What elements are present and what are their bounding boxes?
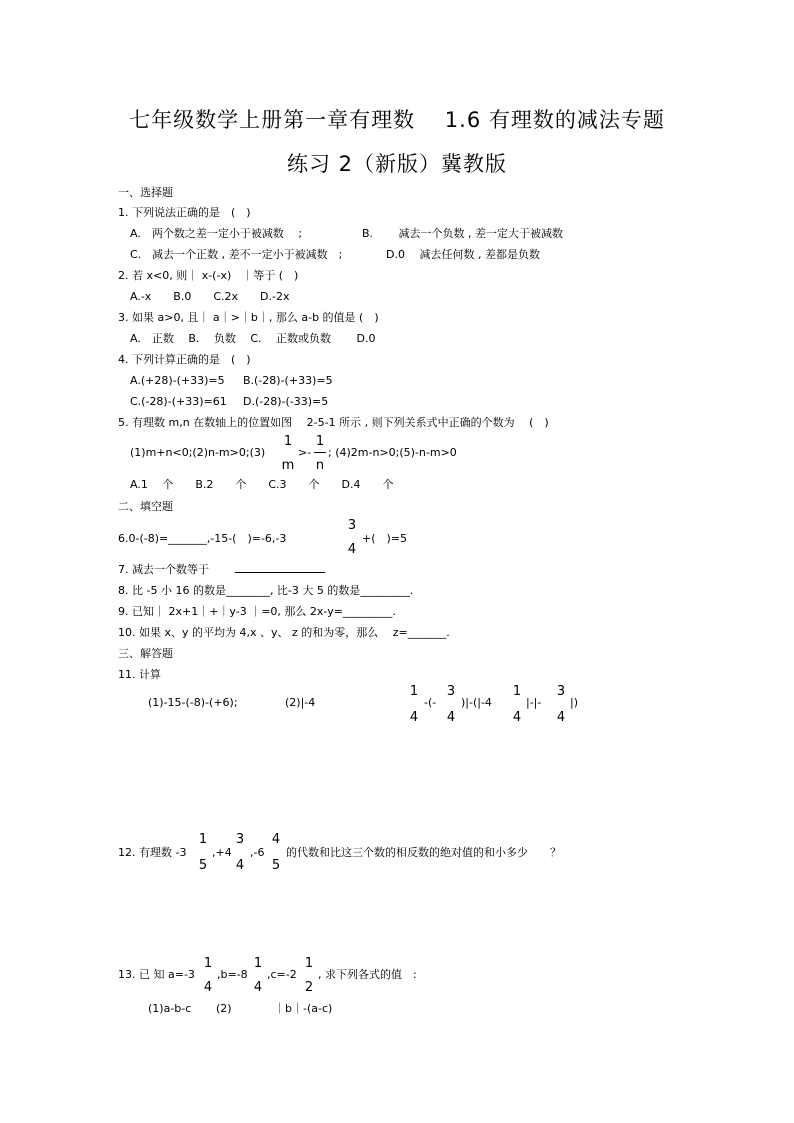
page-title-line1: 七年级数学上册第一章有理数 1.6 有理数的减法专题 (129, 108, 665, 132)
q1-option-d: D.0 减去任何数 , 差都是负数 (386, 248, 540, 261)
q4-option-a: A.(+28)-(+33)=5 (130, 374, 225, 387)
q11-fraction4-numerator: 3 (556, 684, 566, 699)
q12-prefix: 12. 有理数 -3 (118, 846, 187, 859)
q7-answer-blank[interactable] (235, 562, 325, 573)
q13-fraction2-numerator: 1 (253, 956, 263, 971)
q11-fraction2-denominator: 4 (446, 710, 456, 725)
q1-option-a: A. 两个数之差一定小于被减数 ; (130, 227, 303, 240)
q11-seg3: |-|- (526, 696, 542, 709)
q1-option-b: B. 减去一个负数 , 差一定大于被减数 (362, 227, 564, 240)
q5-stem: 5. 有理数 m,n 在数轴上的位置如图 2-5-1 所示 , 则下列关系式中正确的个数为 ( ) (118, 416, 549, 429)
q12-fraction1-denominator: 5 (198, 858, 208, 873)
q1-option-c: C. 减去一个正数 , 差不一定小于被减数 ; (130, 248, 343, 261)
q4-option-c: C.(-28)-(+33)=61 (130, 395, 227, 408)
q12-fraction1-numerator: 1 (198, 832, 208, 847)
q13-fraction2-denominator: 4 (253, 980, 263, 995)
q11-fraction2-numerator: 3 (446, 684, 456, 699)
q13-part1: (1)a-b-c (148, 1002, 192, 1015)
q9-text: 9. 已知｜ 2x+1｜+｜y-3 ｜=0, 那么 2x-y=_________. (118, 605, 396, 618)
q8-text: 8. 比 -5 小 16 的数是________, 比-3 大 5 的数是_________. (118, 584, 414, 597)
q5-fraction2-bar (314, 452, 326, 453)
q12-fraction3-numerator: 4 (271, 832, 281, 847)
q13-part2-expr: ｜b｜-(a-c) (274, 1002, 333, 1015)
q4-option-d: D.(-28)-(-33)=5 (243, 395, 329, 408)
q12-fraction3-denominator: 5 (271, 858, 281, 873)
q11-seg1: -(- (424, 696, 437, 709)
q13-mid2: ,c=-2 (267, 968, 297, 981)
q5-fraction2-numerator: 1 (315, 434, 325, 449)
q13-fraction1-denominator: 4 (203, 980, 213, 995)
q11-fraction3-numerator: 1 (512, 684, 522, 699)
q3-stem: 3. 如果 a>0, 且｜ a｜>｜b｜, 那么 a-b 的值是 ( ) (118, 311, 379, 324)
q11-stem: 11. 计算 (118, 668, 161, 681)
q5-gt-sign: >- (298, 446, 312, 459)
section-heading-choice: 一、选择题 (118, 186, 173, 199)
q5-options: A.1 个 B.2 个 C.3 个 D.4 个 (130, 478, 394, 491)
q11-fraction1-denominator: 4 (409, 710, 419, 725)
q6-fraction-numerator: 3 (347, 518, 357, 533)
q11-seg4: |) (570, 696, 578, 709)
q13-suffix: , 求下列各式的值 : (318, 968, 417, 981)
q5-expr-part1: (1)m+n<0;(2)n-m>0;(3) (130, 446, 266, 459)
q13-fraction3-numerator: 1 (304, 956, 314, 971)
q7-text (118, 562, 325, 577)
q5-fraction1-numerator: 1 (283, 434, 293, 449)
q12-fraction2-numerator: 3 (235, 832, 245, 847)
q11-part1: (1)-15-(-8)-(+6); (148, 696, 238, 709)
q4-stem: 4. 下列计算正确的是 ( ) (118, 353, 251, 366)
q6-text: 6.0-(-8)=_______,-15-( )=-6,-3 (118, 532, 287, 545)
q11-seg2: )|-(|-4 (461, 696, 492, 709)
q6-tail: +( )=5 (362, 532, 408, 545)
page-title-line2: 练习 2（新版）冀教版 (286, 152, 508, 176)
q12-mid1: ,+4 (212, 846, 232, 859)
q7-label: 7. 减去一个数等于 (118, 563, 209, 576)
q12-suffix: 的代数和比这三个数的相反数的绝对值的和小多少 ？ (286, 846, 561, 859)
q2-stem: 2. 若 x<0, 则｜ x-(-x) ｜等于 ( ) (118, 269, 299, 282)
section-heading-solve: 三、解答题 (118, 647, 173, 660)
q2-options: A.-x B.0 C.2x D.-2x (130, 290, 290, 303)
q4-option-b: B.(-28)-(+33)=5 (243, 374, 333, 387)
q5-fraction2-denominator: n (315, 458, 325, 473)
q13-fraction1-numerator: 1 (203, 956, 213, 971)
q13-prefix: 13. 已 知 a=-3 (118, 968, 195, 981)
q3-options: A. 正数 B. 负数 C. 正数或负数 D.0 (130, 332, 376, 345)
q12-fraction2-denominator: 4 (235, 858, 245, 873)
q11-fraction1-numerator: 1 (409, 684, 419, 699)
q1-stem: 1. 下列说法正确的是 ( ) (118, 206, 251, 219)
q10-text: 10. 如果 x、y 的平均为 4,x 、y、 z 的和为零，那么 z=_______. (118, 626, 450, 639)
q13-fraction3-denominator: 2 (304, 980, 314, 995)
q6-fraction-denominator: 4 (347, 542, 357, 557)
section-heading-fill: 二、填空题 (118, 500, 173, 513)
q11-fraction3-denominator: 4 (512, 710, 522, 725)
q11-fraction4-denominator: 4 (556, 710, 566, 725)
q13-part2: (2) (216, 1002, 232, 1015)
q5-expr-part2: ; (4)2m-n>0;(5)-n-m>0 (328, 446, 457, 459)
q11-part2-start: (2)|-4 (285, 696, 316, 709)
q5-fraction1-denominator: m (281, 458, 295, 473)
q12-mid2: ,-6 (250, 846, 265, 859)
q13-mid1: ,b=-8 (217, 968, 248, 981)
